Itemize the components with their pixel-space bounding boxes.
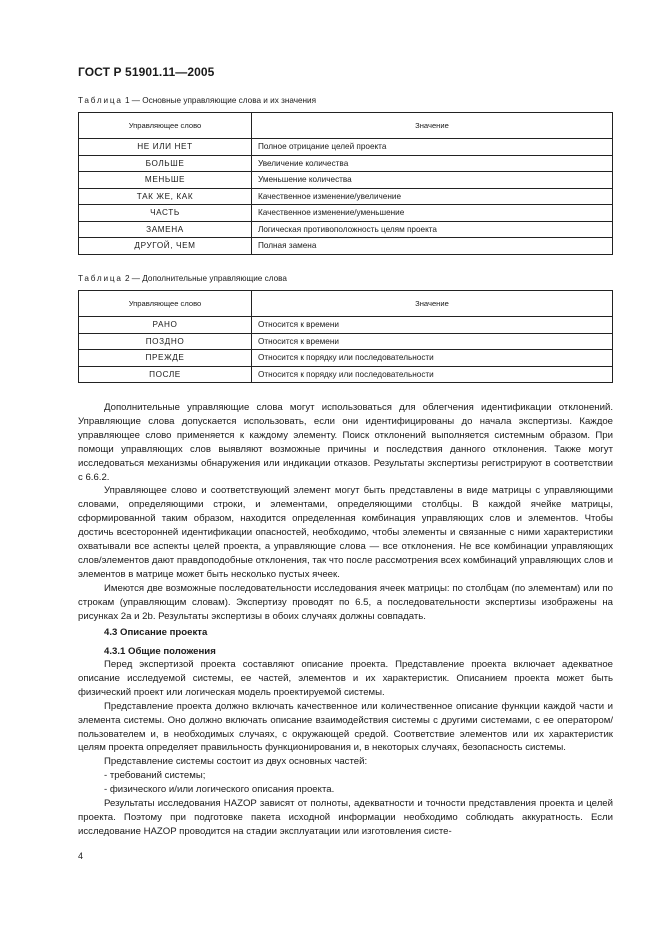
table2-title: 2 — Дополнительные управляющие слова	[122, 274, 287, 283]
guide-meaning: Полное отрицание целей проекта	[252, 139, 613, 156]
table-row	[79, 221, 613, 238]
guide-meaning: Качественное изменение/уменьшение	[252, 205, 613, 222]
paragraph: Дополнительные управляющие слова могут использоваться для облегчения идентификации отклонений. Управляющие слова допускается использовать, если они идентифицированы до начала экспертизы. Каждое управляющее слово применяется к каждому элементу. Поиск отклонений выполняется системным образом. При помощи управляющих слов выявляют возможные причины и последствия данного отклонения. Также могут исследоваться механизмы обнаружения или индикации отказов. Результаты экспертизы регистрируют в соответствии с 6.6.2.	[78, 402, 613, 483]
guide-meaning: Относится к времени	[252, 333, 613, 350]
guide-word: БОЛЬШЕ	[79, 155, 252, 172]
guide-meaning: Увеличение количества	[252, 155, 613, 172]
guide-meaning: Уменьшение количества	[252, 172, 613, 189]
list-item: - физического и/или логического описания проекта.	[104, 784, 335, 796]
table1	[78, 112, 613, 255]
paragraph: Перед экспертизой проекта составляют описание проекта. Представление проекта включает адекватное описание исследуемой системы, ее частей, элементов и их характеристик. Описанием проекта может быть физический проект или логическая модель проектируемой системы.	[78, 659, 613, 698]
paragraph: Имеются две возможные последовательности исследования ячеек матрицы: по столбцам (по элементам) или по строкам (управляющим словам). Экспертизу проводят по 6.5, а последовательности экспертизы изображены на рисунках 2а и 2b. Результаты экспертизы в обоих случаях должны совпадать.	[78, 582, 613, 622]
paragraph: Результаты исследования HAZOP зависят от полноты, адекватности и точности представления проекта и целей проекта. Поэтому при подготовке пакета исходной информации необходимо соблюдать аккуратность. Если исследование HAZOP проводится на стадии эксплуатации или изготовления систе-	[78, 798, 613, 837]
table1-header-row	[79, 113, 613, 139]
guide-meaning: Полная замена	[252, 238, 613, 255]
list-item: - требований системы;	[104, 770, 206, 782]
section-heading: 4.3 Описание проекта	[104, 627, 208, 638]
table1-title: 1 — Основные управляющие слова и их значения	[122, 96, 317, 105]
table-row	[79, 350, 613, 367]
guide-meaning: Относится к порядку или последовательности	[252, 366, 613, 383]
guide-word: ТАК ЖЕ, КАК	[79, 188, 252, 205]
table2-label: Таблица	[78, 274, 123, 283]
subsection-heading: 4.3.1 Общие положения	[104, 646, 216, 657]
paragraph: Управляющее слово и соответствующий элемент могут быть представлены в виде матрицы с управляющими словами, определяющими строки, и элементами, определяющими столбцы. В каждой ячейке матрицы, сформированной таким образом, находится определенная комбинация управляющих слов и элементов. Чтобы достичь всесторонней идентификации опасностей, необходимо, чтобы элементы и связанные с ними характеристики охватывали все аспекты целей проекта, а управляющие слова — все отклонения. Не все комбинации управляющих слов/элементов дают правдоподобные отклонения, так что после рассмотрения всех комбинаций управляющих слов и элементов в матрице может быть несколько пустых ячеек.	[78, 485, 613, 580]
guide-meaning: Качественное изменение/увеличение	[252, 188, 613, 205]
table-row	[79, 155, 613, 172]
table-row	[79, 172, 613, 189]
table-row	[79, 317, 613, 334]
guide-meaning: Относится к времени	[252, 317, 613, 334]
guide-meaning: Относится к порядку или последовательности	[252, 350, 613, 367]
guide-word: НЕ ИЛИ НЕТ	[79, 139, 252, 156]
table1-col-word: Управляющее слово	[79, 113, 252, 139]
table2-col-meaning: Значение	[252, 291, 613, 317]
body-text-a	[78, 401, 613, 624]
table-row	[79, 139, 613, 156]
guide-word: РАНО	[79, 317, 252, 334]
guide-word: МЕНЬШЕ	[79, 172, 252, 189]
guide-meaning: Логическая противоположность целям проекта	[252, 221, 613, 238]
guide-word: ЗАМЕНА	[79, 221, 252, 238]
table1-col-meaning: Значение	[252, 113, 613, 139]
guide-word: ПРЕЖДЕ	[79, 350, 252, 367]
table-row	[79, 238, 613, 255]
guide-word: ПОЗДНО	[79, 333, 252, 350]
table-row	[79, 205, 613, 222]
document-header: ГОСТ Р 51901.11—2005	[78, 65, 215, 79]
table2	[78, 290, 613, 383]
paragraph: Представление системы состоит из двух основных частей:	[104, 756, 368, 768]
table2-col-word: Управляющее слово	[79, 291, 252, 317]
table-row	[79, 188, 613, 205]
guide-word: ПОСЛЕ	[79, 366, 252, 383]
table-row	[79, 333, 613, 350]
table1-caption	[78, 96, 316, 105]
table-row	[79, 366, 613, 383]
page-number: 4	[78, 851, 84, 861]
table2-caption	[78, 274, 287, 283]
body-text-b	[78, 658, 613, 839]
table1-label: Таблица	[78, 96, 123, 105]
table2-header-row	[79, 291, 613, 317]
guide-word: ЧАСТЬ	[79, 205, 252, 222]
paragraph: Представление проекта должно включать качественное или количественное описание функции каждой части и элемента системы. Оно должно включать описание взаимодействия системы с другими системами, с ее оператором/пользователем и, в необходимых случаях, с окружающей средой. Соответствие элементов или их характеристик целям проекта определяет правильность функционирования и, в некоторых случаях, безопасность системы.	[78, 700, 613, 754]
guide-word: ДРУГОЙ, ЧЕМ	[79, 238, 252, 255]
